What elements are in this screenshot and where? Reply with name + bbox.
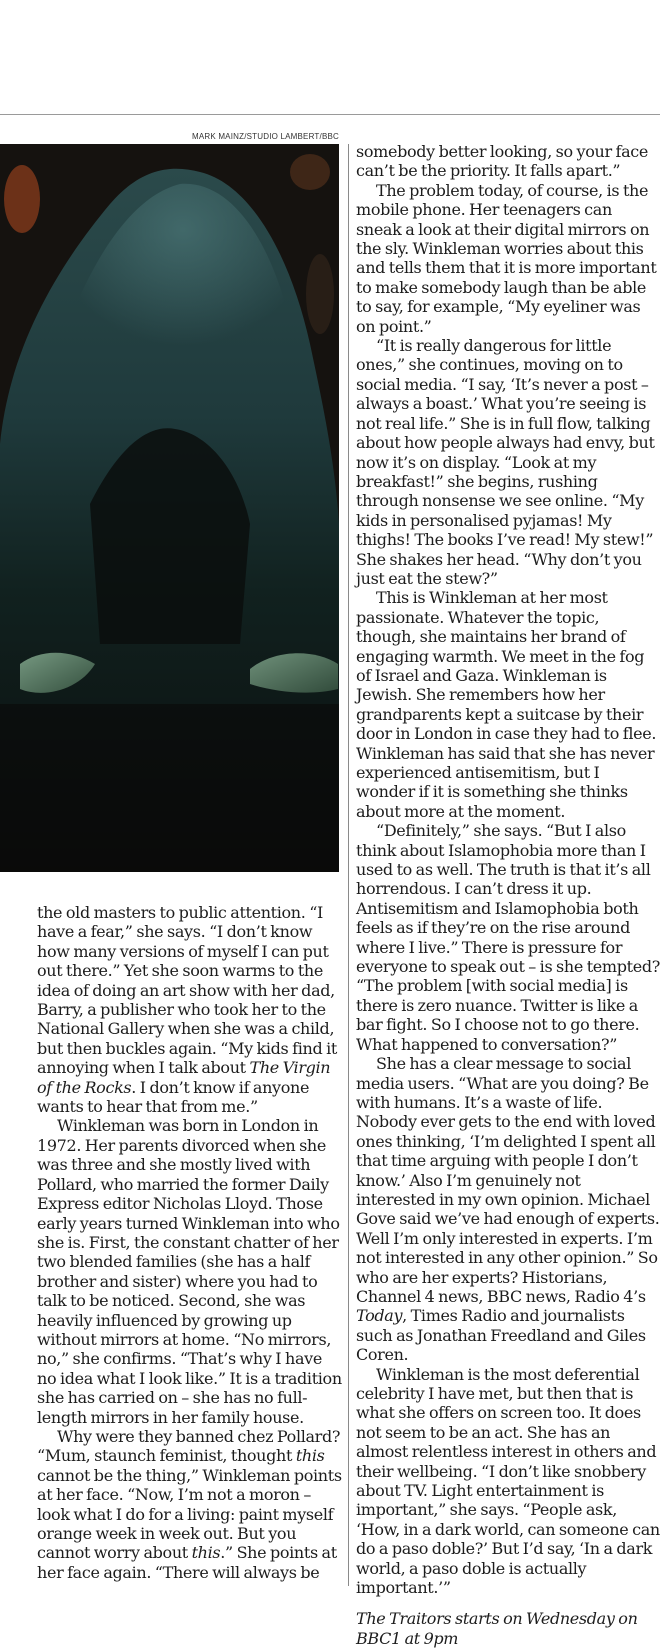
- paragraph: Winkleman was born in London in 1972. Her parents divorced when she was three and she mostly lived with Pollard, who married the former Daily Express editor Nicholas Lloyd. Those early years turned Winkleman into who she is. First, the constant chatter of her two blended families (she has a half brother and sister) where you had to talk to be noticed. Second, she was heavily influenced by growing up without mirrors at home. “No mirrors, no,” she confirms. “That’s why I have no idea what I look like.” It is a tradition she has carried on – she has no full-length mirrors in her family house.: [37, 1116, 342, 1427]
- paragraph: “It is really dangerous for little ones,” she continues, moving on to social media. “I say, ‘It’s never a post – always a boast.’ What you’re seeing is not real life.” She is in full flow, talking about how people always had envy, but now it’s on display. “Look at my breakfast!” she begins, rushing through nonsense we see online. “My kids in personalised pyjamas! My thighs! The books I’ve read! My stew!” She shakes her head. “Why don’t you just eat the stew?”: [356, 336, 655, 588]
- paragraph-text: She has a clear message to social media users. “What are you doing? Be with humans. It’s a waste of life. Nobody ever gets to the end with loved ones thinking, ‘I’m delighted I spent all that time arguing with people I don’t know.’ Also I’m genuinely not interested in my own opinion. Michael Gove said we’ve had enough of experts. Well I’m only interested in experts. I’m not interested in any other opinion.” So who are her experts? Historians, Channel 4 news, BBC news, Radio 4’s: [356, 1054, 660, 1306]
- article-column-right: [356, 142, 660, 1648]
- top-rule: [0, 114, 660, 115]
- paragraph-text: .” She points at her face again. “There will always be: [37, 1543, 337, 1582]
- article-column-left: [37, 903, 342, 1582]
- paragraph-text: cannot be the thing,” Winkleman points at her face. “Now, I’m not a moron – look what I do for a living: paint myself orange week in week out. But you cannot worry about: [37, 1465, 342, 1563]
- column-divider: [348, 144, 349, 1586]
- paragraph: This is Winkleman at her most passionate. Whatever the topic, though, she maintains her brand of engaging warmth. We meet in the fog of Israel and Gaza. Winkleman is Jewish. She remembers how her grandparents kept a suitcase by their door in London in case they had to flee. Winkleman has said that she has never experienced antisemitism, but I wonder if it is something she thinks about more at the moment.: [356, 588, 657, 821]
- paragraph-text: . I don’t know if anyone wants to hear that from me.”: [37, 1077, 310, 1117]
- paragraph-text: , Times Radio and journalists such as Jonathan Freedland and Giles Coren.: [356, 1306, 646, 1365]
- paragraph-text: Why were they banned chez Pollard? “Mum, staunch feminist, thought: [37, 1426, 341, 1466]
- paragraph-text: the old masters to public attention. “I have a fear,” she says. “I don’t know how many versions of myself I can put out there.” Yet she soon warms to the idea of doing an art show with her dad, Barry, a publisher who took her to the National Gallery when she was a child, but then buckles again. “My kids find it annoying when I talk about: [37, 903, 337, 1078]
- paragraph: [37, 903, 342, 1116]
- paragraph: The problem today, of course, is the mobile phone. Her teenagers can sneak a look at their digital mirrors on the sly. Winkleman worries about this and tells them that it is more important to make somebody laugh than be able to say, for example, “My eyeliner was on point.”: [356, 180, 657, 336]
- photo-illustration: [0, 144, 339, 872]
- paragraph: [37, 1427, 342, 1582]
- emphasis: this: [191, 1543, 221, 1563]
- photo-credit: MARK MAINZ/STUDIO LAMBERT/BBC: [191, 132, 339, 141]
- hooded-figure-photo: [0, 144, 339, 872]
- programme-title: Today: [356, 1306, 403, 1326]
- broadcast-info: The Traitors starts on Wednesday on BBC1 at 9pm: [356, 1609, 638, 1648]
- emphasis: this: [295, 1446, 325, 1466]
- paragraph: [356, 1054, 660, 1365]
- artwork-title: The Virgin of the Rocks: [37, 1058, 331, 1097]
- paragraph: somebody better looking, so your face can’t be the priority. It falls apart.”: [356, 142, 648, 181]
- paragraph: Winkleman is the most deferential celebrity I have met, but then that is what she offers on screen too. It does not seem to be an act. She has an almost relentless interest in others and their wellbeing. “I don’t like snobbery about TV. Light entertainment is important,” she says. “People ask, ‘How, in a dark world, can someone can do a paso doble?’ But I’d say, ‘In a dark world, a paso doble is actually important.’”: [356, 1364, 660, 1598]
- paragraph: “Definitely,” she says. “But I also think about Islamophobia more than I used to as well. The truth is that it’s all horrendous. I can’t dress it up. Antisemitism and Islamophobia both feels as if they’re on the rise around where I live.” There is pressure for everyone to speak out – is she tempted? “The problem [with social media] is there is zero nuance. Twitter is like a bar fight. So I choose not to go there. What happened to conversation?”: [356, 821, 660, 1054]
